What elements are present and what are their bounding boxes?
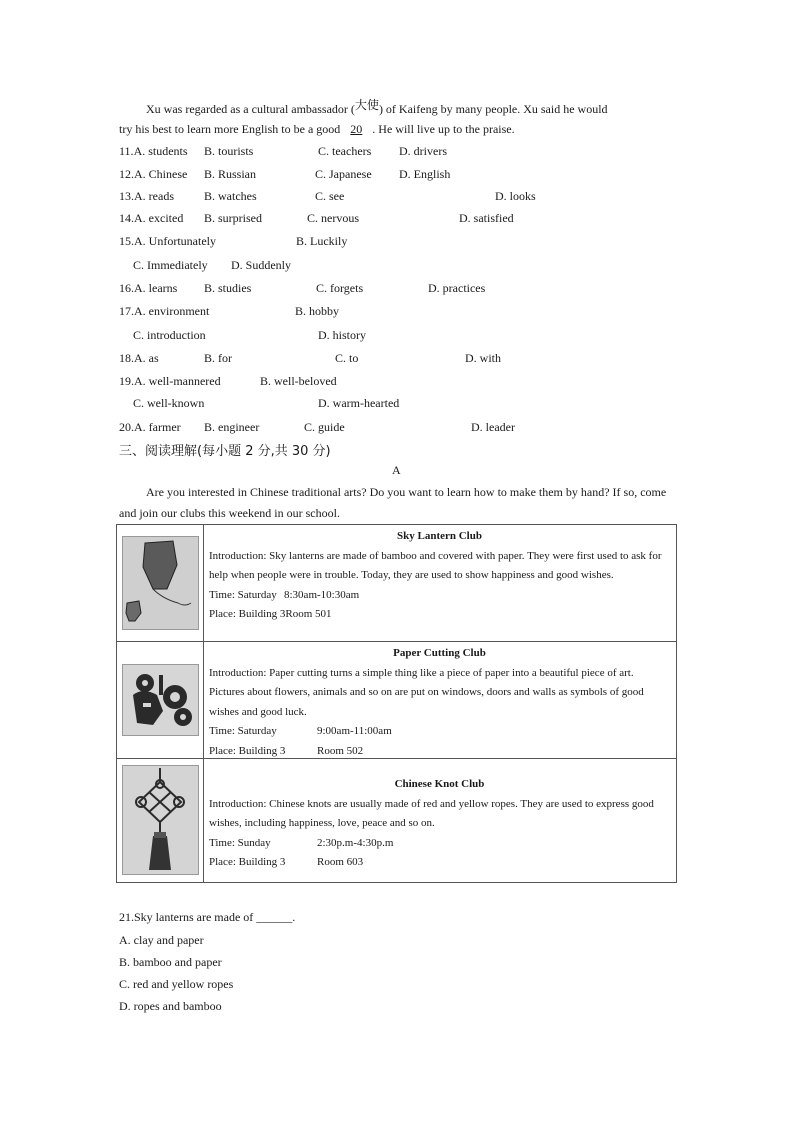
club-place-value: Room 502 [317, 744, 364, 757]
club-row-sky-lantern [117, 525, 676, 642]
option-b: B. Luckily [296, 234, 348, 248]
club-time-label: Time: Saturday [209, 725, 277, 737]
club-time-value: 2:30p.m-4:30p.m [317, 836, 394, 849]
option-b: B. surprised [204, 211, 262, 225]
club-place-value: Room 603 [317, 856, 364, 868]
option-b: B. for [204, 351, 232, 365]
club-image-cell [117, 525, 204, 641]
club-time [209, 722, 670, 742]
cloze-intro-cjk-gloss: 大使 [354, 98, 379, 112]
club-place-label: Place: Building 3 [209, 744, 286, 757]
q21-option-b: B. bamboo and paper [119, 955, 222, 969]
cloze-blank-20: 20 [350, 122, 363, 136]
club-time-label: Time: Sunday [209, 836, 271, 849]
club-place [209, 605, 670, 625]
option-b: B. watches [204, 189, 257, 203]
question-number: 19. [119, 374, 134, 388]
question-11 [119, 144, 188, 159]
option-a: A. reads [134, 189, 174, 203]
question-number: 15. [119, 234, 134, 248]
cloze-intro-text-a: Xu was regarded as a cultural ambassador ( [146, 102, 355, 116]
option-d: D. with [465, 351, 501, 365]
club-time-value: 8:30am-10:30am [284, 588, 360, 601]
club-text-cell [209, 642, 670, 758]
question-15 [119, 234, 216, 249]
club-text-cell [209, 525, 670, 641]
club-time [209, 834, 670, 854]
answer-blank: ______. [256, 910, 296, 924]
option-a: A. as [134, 351, 159, 365]
question-21-stem [119, 910, 295, 925]
option-d: D. English [399, 167, 451, 181]
question-20 [119, 420, 181, 435]
question-number: 17. [119, 304, 134, 318]
passage-letter: A [392, 463, 401, 477]
option-d: D. warm-hearted [318, 396, 400, 410]
club-image-cell [117, 642, 204, 758]
club-name: Chinese Knot Club [394, 778, 485, 790]
option-d: D. history [318, 328, 366, 342]
question-13 [119, 189, 174, 204]
option-a: A. Chinese [134, 167, 188, 181]
chinese-knot-icon [122, 765, 199, 875]
club-intro: Introduction: Sky lanterns are made of bamboo and covered with paper. They were first used to ask for help when people were in trouble. Today, they are used to show happiness and good wishes. [209, 549, 662, 581]
option-d: D. Suddenly [231, 258, 291, 272]
club-time-value: 9:00am-11:00am [317, 725, 392, 737]
cloze-intro-text-d: . He will live up to the praise. [372, 122, 515, 136]
club-time [209, 586, 670, 606]
passage-intro: Are you interested in Chinese traditional arts? Do you want to learn how to make them by hand? If so, come and join our clubs this weekend in our school. [119, 485, 667, 520]
option-a: A. farmer [134, 420, 181, 434]
option-c: C. see [315, 189, 345, 203]
question-number: 16. [119, 281, 134, 295]
question-stem: 21.Sky lanterns are made of [119, 910, 254, 924]
option-c: C. well-known [133, 396, 205, 410]
option-b: B. tourists [204, 144, 254, 158]
cloze-intro-line2 [119, 122, 515, 137]
q21-option-a: A. clay and paper [119, 933, 204, 947]
option-c: C. teachers [318, 144, 372, 158]
option-c: C. forgets [316, 281, 364, 295]
option-d: D. practices [428, 281, 486, 295]
question-18 [119, 351, 159, 366]
option-a: A. learns [134, 281, 178, 295]
option-b: B. Russian [204, 167, 257, 181]
question-number: 13. [119, 189, 134, 203]
club-place [209, 853, 670, 873]
option-c: C. introduction [133, 328, 206, 342]
question-number: 20. [119, 420, 134, 434]
option-d: D. leader [471, 420, 515, 434]
option-d: D. drivers [399, 144, 447, 158]
q21-option-c: C. red and yellow ropes [119, 977, 234, 991]
option-c: C. to [335, 351, 359, 365]
option-a: A. well-mannered [134, 374, 221, 388]
club-intro: Introduction: Paper cutting turns a simple thing like a piece of paper into a beautiful piece of art. Pictures about flowers, animals and so on are put on windows, doors and walls as symbols of good wishes and good luck. [209, 666, 644, 718]
question-16 [119, 281, 177, 296]
option-c: C. guide [304, 420, 345, 434]
club-name: Sky Lantern Club [397, 530, 482, 542]
clubs-table [116, 524, 677, 883]
option-c: C. nervous [307, 211, 359, 225]
club-place-label: Place: Building 3 [209, 856, 286, 868]
option-b: B. well-beloved [260, 374, 337, 388]
option-d: D. satisfied [459, 211, 514, 225]
option-d: D. looks [495, 189, 536, 203]
question-number: 12. [119, 167, 134, 181]
club-row-paper-cutting [117, 642, 676, 759]
question-number: 11. [119, 144, 134, 158]
option-b: B. studies [204, 281, 252, 295]
club-place-label: Place: Building 3Room 501 [209, 608, 332, 620]
question-19 [119, 374, 221, 389]
option-b: B. hobby [295, 304, 340, 318]
cloze-intro-text-c: try his best to learn more English to be a good [119, 122, 341, 136]
club-time-label: Time: Saturday [209, 588, 277, 601]
option-a: A. Unfortunately [134, 234, 216, 248]
cloze-intro-line1 [146, 100, 608, 117]
club-row-chinese-knot [117, 759, 676, 882]
question-14 [119, 211, 183, 226]
club-name: Paper Cutting Club [393, 647, 486, 659]
option-a: A. excited [134, 211, 184, 225]
option-c: C. Immediately [133, 258, 208, 272]
option-a: A. students [133, 144, 188, 158]
sky-lantern-icon [122, 536, 199, 630]
question-12 [119, 167, 187, 182]
paper-cutting-icon [122, 664, 199, 736]
section-heading: 三、阅读理解(每小题 2 分,共 30 分) [119, 444, 331, 459]
club-intro: Introduction: Chinese knots are usually made of red and yellow ropes. They are used to express good wishes, including happiness, love, peace and so on. [209, 797, 654, 829]
option-b: B. engineer [204, 420, 260, 434]
q21-option-d: D. ropes and bamboo [119, 999, 222, 1013]
question-number: 14. [119, 211, 134, 225]
question-17 [119, 304, 209, 319]
cloze-intro-text-b: ) of Kaifeng by many people. Xu said he would [378, 102, 608, 116]
option-c: C. Japanese [315, 167, 372, 181]
question-number: 18. [119, 351, 134, 365]
club-image-cell [117, 759, 204, 882]
club-text-cell [209, 773, 670, 882]
option-a: A. environment [134, 304, 210, 318]
